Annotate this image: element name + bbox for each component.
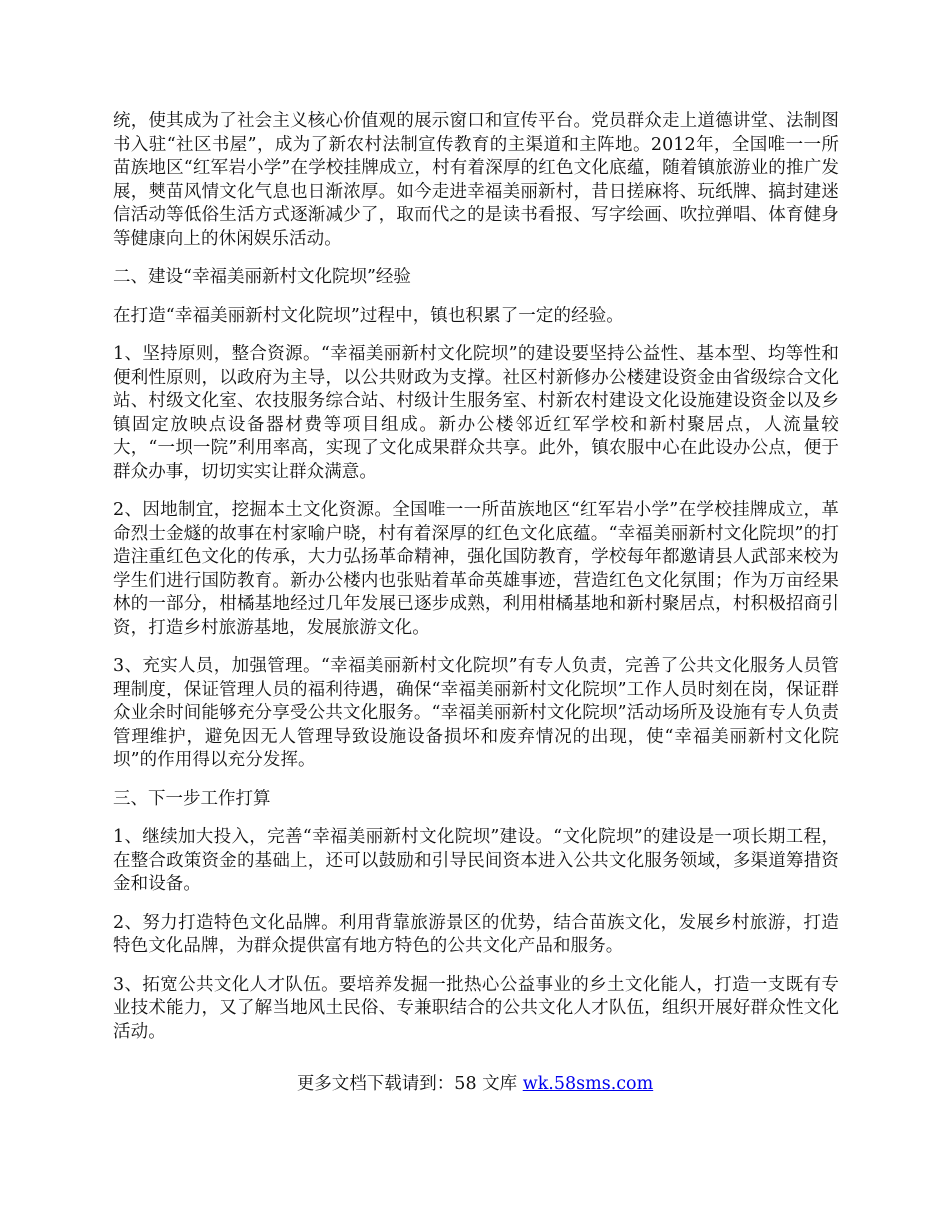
footer-link[interactable]: wk.58sms.com [522,1074,654,1094]
section-heading-experience: 二、建设“幸福美丽新村文化院坝”经验 [113,267,411,287]
paragraph-intro-continued: 统，使其成为了社会主义核心价值观的展示窗口和宣传平台。党员群众走上道德讲堂、法制图书入驻“社区书屋”，成为了新农村法制宣传教育的主渠道和主阵地。2012年，全国唯一一所苗族地区“红军岩小学”在学校挂牌成立，村有着深厚的红色文化底蕴，随着镇旅游业的推广发展，僰苗风情文化气息也日渐浓厚。如今走进幸福美丽新村，昔日搓麻将、玩纸牌、搞封建迷信活动等低俗生活方式逐渐减少了，取而代之的是读书看报、写字绘画、吹拉弹唱、体育健身等健康向上的休闲娱乐活动。 [113,111,839,249]
paragraph-experience-1: 1、坚持原则，整合资源。“幸福美丽新村文化院坝”的建设要坚持公益性、基本型、均等性和便利性原则，以政府为主导，以公共财政为支撑。社区村新修办公楼建设资金由省级综合文化站、村级文化室、农技服务综合站、村级计生服务室、村新农村建设文化设施建设资金以及乡镇固定放映点设备器材费等项目组成。新办公楼邻近红军学校和新村聚居点，人流量较大，“一坝一院”利用率高，实现了文化成果群众共享。此外，镇农服中心在此设办公点，便于群众办事，切切实实让群众满意。 [113,344,839,482]
paragraph-next-step-3: 3、拓宽公共文化人才队伍。要培养发掘一批热心公益事业的乡土文化能人，打造一支既有专业技术能力，又了解当地风土民俗、专兼职结合的公共文化人才队伍，组织开展好群众性文化活动。 [113,974,839,1042]
footer [0,1072,950,1096]
paragraph-next-step-1: 1、继续加大投入，完善“幸福美丽新村文化院坝”建设。“文化院坝”的建设是一项长期工程，在整合政策资金的基础上，还可以鼓励和引导民间资本进入公共文化服务领域，多渠道筹措资金和设备。 [113,827,839,894]
paragraph-experience-2: 2、因地制宜，挖掘本土文化资源。全国唯一一所苗族地区“红军岩小学”在学校挂牌成立，革命烈士金燧的故事在村家喻户晓，村有着深厚的红色文化底蕴。“幸福美丽新村文化院坝”的打造注重红色文化的传承，大力弘扬革命精神，强化国防教育，学校每年都邀请县人武部来校为学生们进行国防教育。新办公楼内也张贴着革命英雄事迹，营造红色文化氛围；作为万亩经果林的一部分，柑橘基地经过几年发展已逐步成熟，利用柑橘基地和新村聚居点，村积极招商引资，打造乡村旅游基地，发展旅游文化。 [113,500,839,638]
document-body [113,110,839,1059]
paragraph-experience-intro: 在打造“幸福美丽新村文化院坝”过程中，镇也积累了一定的经验。 [113,305,624,326]
paragraph-experience-3: 3、充实人员，加强管理。“幸福美丽新村文化院坝”有专人负责，完善了公共文化服务人员管理制度，保证管理人员的福利待遇，确保“幸福美丽新村文化院坝”工作人员时刻在岗，保证群众业余时间能够充分享受公共文化服务。“幸福美丽新村文化院坝”活动场所及设施有专人负责管理维护，避免因无人管理导致设施设备损坏和废弃情况的出现，使“幸福美丽新村文化院坝”的作用得以充分发挥。 [113,656,839,770]
paragraph-next-step-2: 2、努力打造特色文化品牌。利用背靠旅游景区的优势，结合苗族文化，发展乡村旅游，打造特色文化品牌，为群众提供富有地方特色的公共文化产品和服务。 [113,912,839,956]
footer-text: 更多文档下载请到：58 文库 [296,1074,523,1094]
section-heading-next-steps: 三、下一步工作打算 [113,788,271,809]
